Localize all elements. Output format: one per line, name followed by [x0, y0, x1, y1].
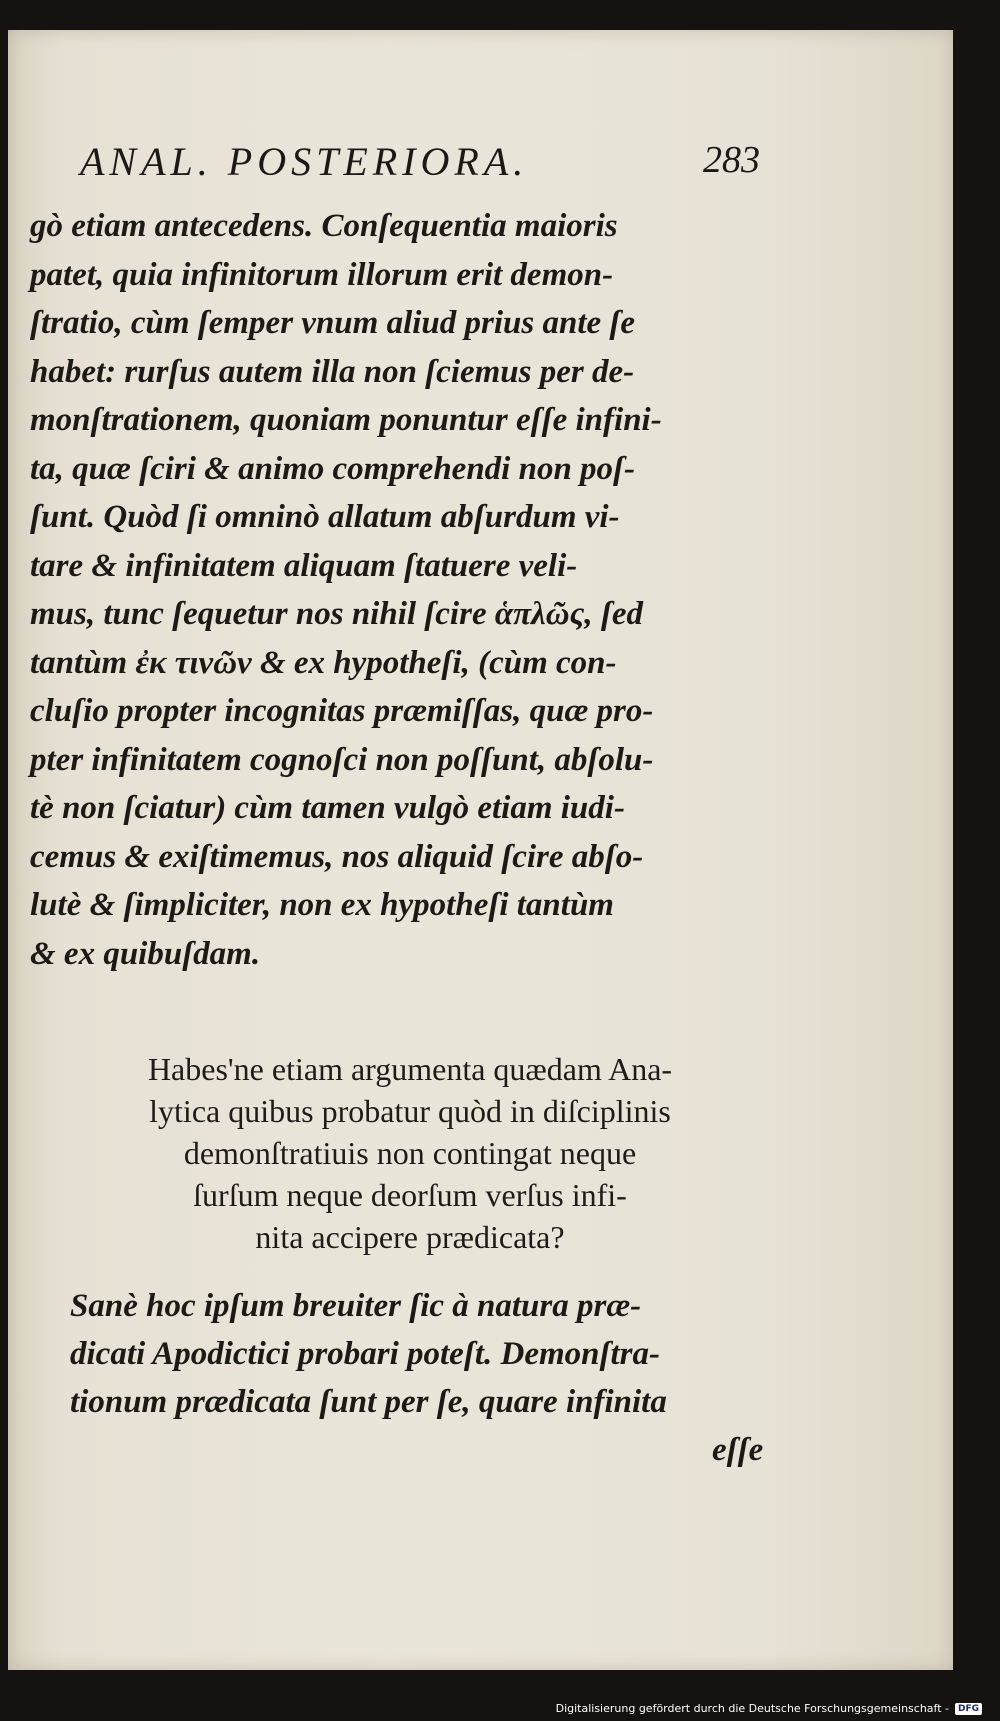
text-line: gò etiam antecedens. Conſequentia maioris [30, 208, 618, 244]
page-header [80, 138, 760, 188]
running-title: ANAL. POSTERIORA. [80, 139, 529, 184]
question-line: ſurſum neque deorſum verſus infi- [193, 1177, 627, 1213]
text-line: habet: rurſus autem illa non ſciemus per de- [30, 353, 635, 390]
text-line: cluſio propter incognitas præmiſſas, quæ pro- [30, 693, 654, 729]
question-line: demonſtratiuis non contingat neque [183, 1135, 637, 1171]
text-line: lutè & ſimpliciter, non ex hypotheſi tantùm [30, 887, 614, 923]
text-line: cemus & exiſtimemus, nos aliquid ſcire abſo- [30, 838, 644, 875]
text-line: mus, tunc ſequetur nos nihil ſcire ἁπλῶς, ſed [30, 596, 643, 632]
text-line: tè non ſciatur) cùm tamen vulgò etiam iudi- [30, 790, 625, 826]
body-paragraph [30, 202, 765, 978]
text-line: patet, quia infinitorum illorum erit demon- [30, 256, 614, 293]
answer-line: Sanè hoc ipſum breuiter ſic à natura præ- [70, 1288, 642, 1324]
text-line: tare & infinitatem aliquam ſtatuere veli- [30, 547, 578, 584]
answer-line: dicati Apodictici probari poteſt. Demonſtra- [70, 1336, 660, 1372]
text-line: ta, quæ ſciri & animo comprehendi non poſ- [30, 450, 636, 487]
digitization-footer [556, 1702, 982, 1715]
question-line: lytica quibus probatur quòd in diſciplinis [149, 1093, 671, 1129]
page-number: 283 [703, 139, 760, 181]
text-line: & ex quibuſdam. [30, 935, 261, 972]
text-line: ſunt. Quòd ſi omninò allatum abſurdum vi- [30, 499, 620, 535]
dfg-logo: DFG [955, 1703, 982, 1715]
text-line: tantùm ἐκ τινῶν & ex hypotheſi, (cùm con- [30, 644, 617, 681]
text-line: monſtrationem, quoniam ponuntur eſſe infini- [30, 402, 662, 438]
answer-line: tionum prædicata ſunt per ſe, quare infinita [70, 1384, 667, 1420]
question-paragraph [55, 1048, 765, 1258]
question-line: Habes'ne etiam argumenta quædam Ana- [147, 1051, 673, 1087]
text-line: pter infinitatem cognoſci non poſſunt, abſolu- [30, 741, 654, 778]
question-line: nita accipere prædicata? [255, 1219, 565, 1255]
answer-paragraph [70, 1282, 770, 1426]
text-line: ſtratio, cùm ſemper vnum aliud prius ante ſe [30, 305, 636, 341]
digitization-credit: Digitalisierung gefördert durch die Deutsche Forschungsgemeinschaft - [555, 1702, 949, 1715]
catchword: eſſe [712, 1432, 764, 1468]
